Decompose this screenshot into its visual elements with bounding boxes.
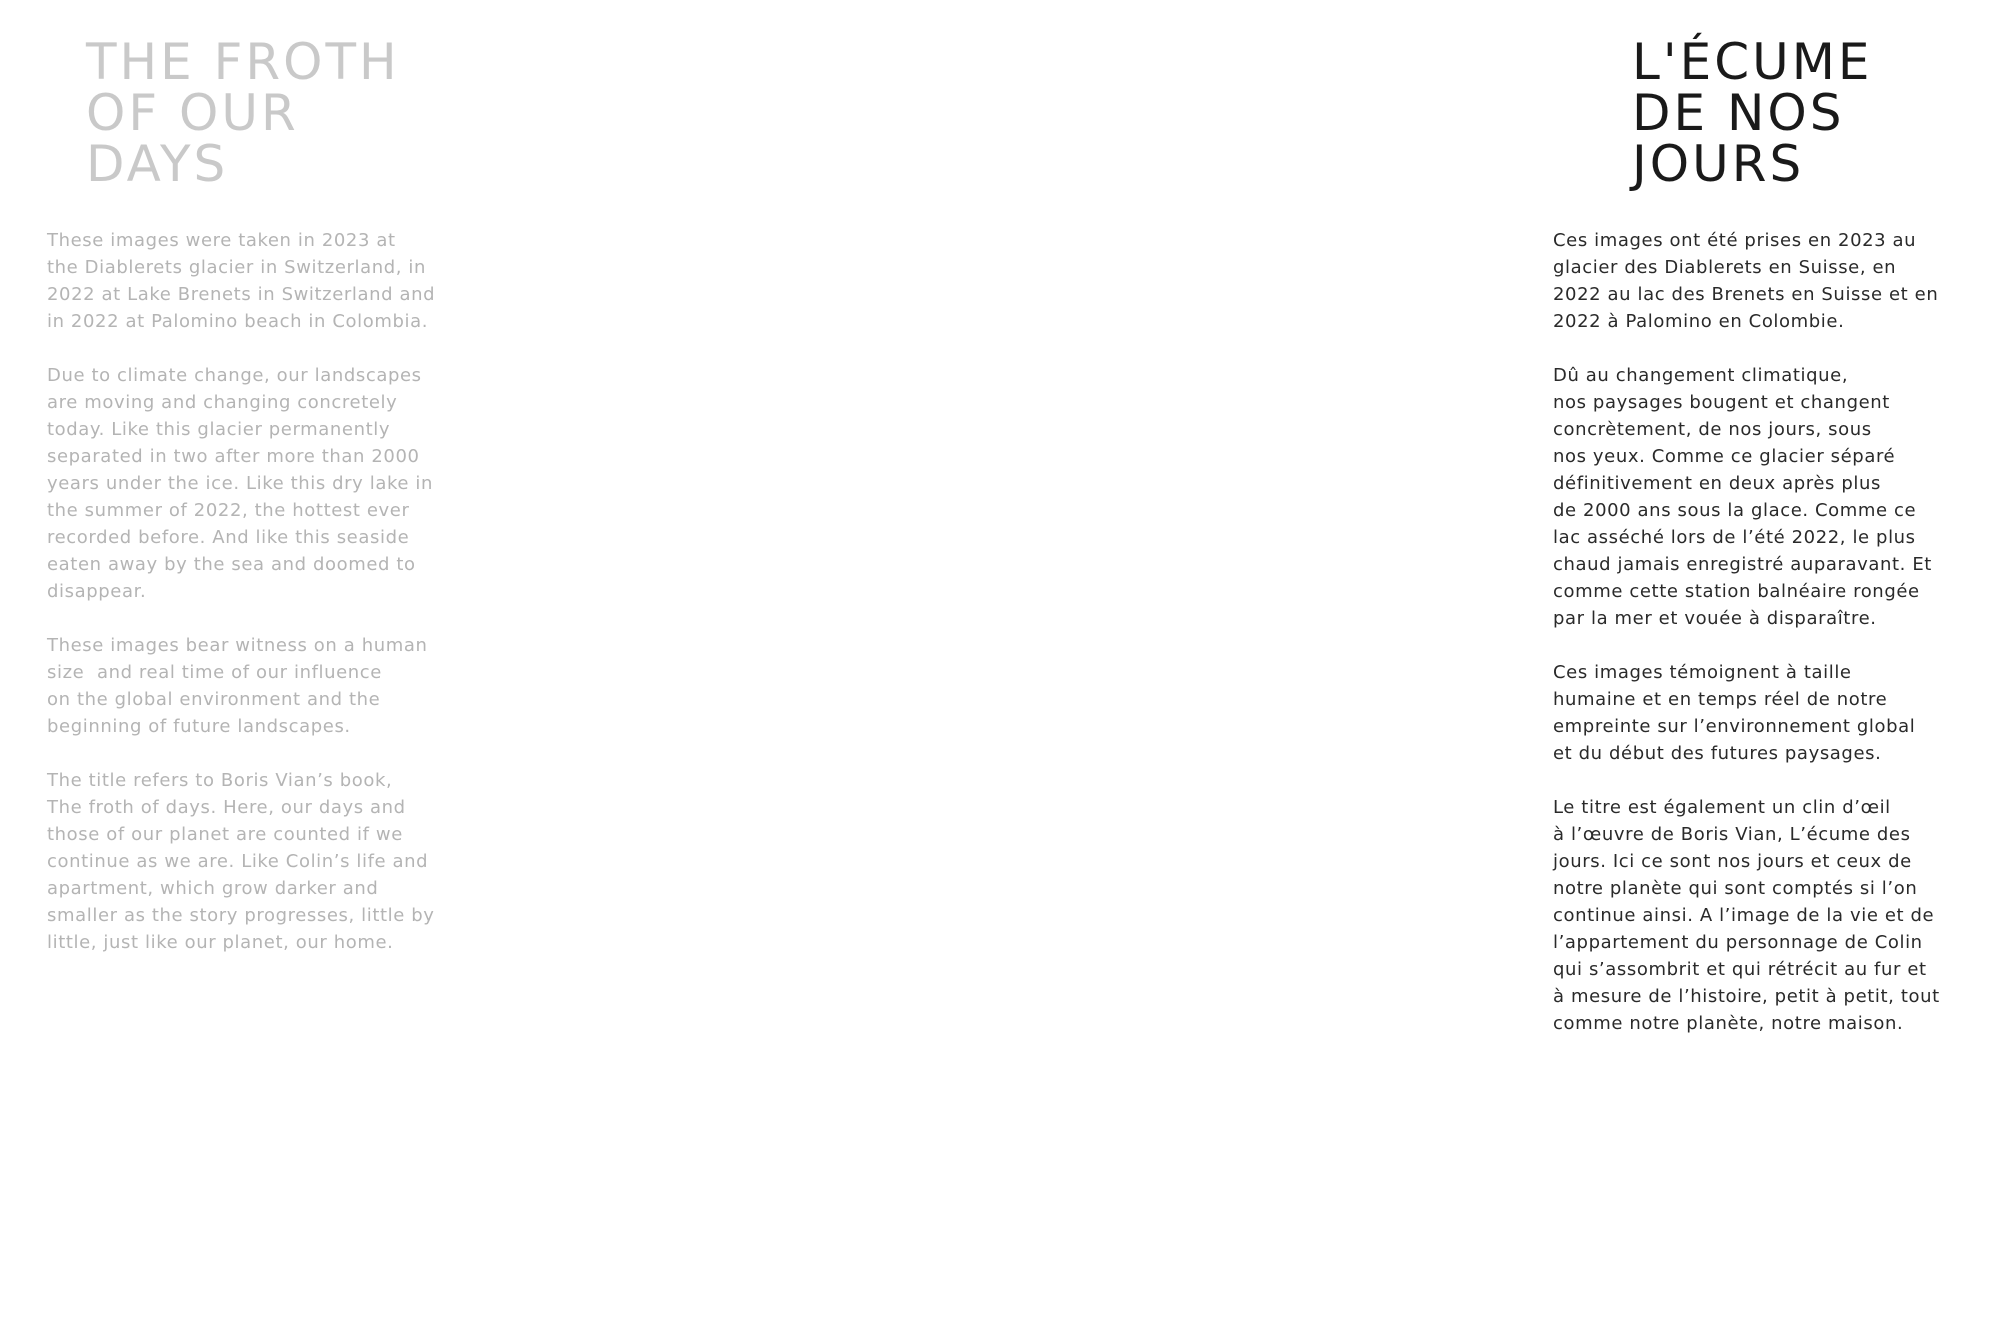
text-line: recorded before. And like this seaside	[47, 527, 410, 548]
text-line: disappear.	[47, 581, 147, 602]
text-line: notre planète qui sont comptés si l’on	[1553, 878, 1918, 899]
text-line: l’appartement du personnage de Colin	[1553, 932, 1923, 953]
french-paragraph-3	[1553, 659, 1993, 767]
text-line: The title refers to Boris Vian’s book,	[47, 770, 393, 791]
text-line: the Diablerets glacier in Switzerland, in	[47, 257, 427, 278]
text-line: nos paysages bougent et changent	[1553, 392, 1890, 413]
text-line: are moving and changing concretely	[47, 392, 398, 413]
text-line: continue ainsi. A l’image de la vie et de	[1553, 905, 1935, 926]
french-title-line: L'ÉCUME	[1632, 33, 1873, 91]
french-paragraph-2	[1553, 362, 1993, 632]
french-text-column	[1553, 227, 1993, 1064]
text-line: définitivement en deux après plus	[1553, 473, 1881, 494]
english-title	[86, 33, 400, 193]
english-paragraph-3	[47, 632, 487, 740]
text-line: par la mer et vouée à disparaître.	[1553, 608, 1877, 629]
text-line: eaten away by the sea and doomed to	[47, 554, 416, 575]
text-line: glacier des Diablerets en Suisse, en	[1553, 257, 1897, 278]
text-line: 2022 at Lake Brenets in Switzerland and	[47, 284, 436, 305]
text-line: Le titre est également un clin d’œil	[1553, 797, 1891, 818]
text-line: à l’œuvre de Boris Vian, L’écume des	[1553, 824, 1911, 845]
text-line: à mesure de l’histoire, petit à petit, tout	[1553, 986, 1940, 1007]
text-line: concrètement, de nos jours, sous	[1553, 419, 1872, 440]
text-line: little, just like our planet, our home.	[47, 932, 394, 953]
text-line: Dû au changement climatique,	[1553, 365, 1849, 386]
english-title-line: DAYS	[86, 135, 229, 193]
text-line: lac asséché lors de l’été 2022, le plus	[1553, 527, 1916, 548]
english-title-line: OF OUR	[86, 84, 299, 142]
text-line: on the global environment and the	[47, 689, 381, 710]
text-line: today. Like this glacier permanently	[47, 419, 391, 440]
french-title-line: JOURS	[1632, 135, 1805, 193]
french-title	[1632, 33, 1873, 193]
text-line: continue as we are. Like Colin’s life and	[47, 851, 429, 872]
text-line: These images were taken in 2023 at	[47, 230, 396, 251]
text-line: separated in two after more than 2000	[47, 446, 420, 467]
text-line: Ces images témoignent à taille	[1553, 662, 1852, 683]
text-line: humaine et en temps réel de notre	[1553, 689, 1888, 710]
text-line: the summer of 2022, the hottest ever	[47, 500, 410, 521]
text-line: Ces images ont été prises en 2023 au	[1553, 230, 1917, 251]
text-line: et du début des futures paysages.	[1553, 743, 1882, 764]
text-line: smaller as the story progresses, little by	[47, 905, 435, 926]
text-line: qui s’assombrit et qui rétrécit au fur et	[1553, 959, 1927, 980]
text-line: Due to climate change, our landscapes	[47, 365, 422, 386]
french-paragraph-4	[1553, 794, 1993, 1037]
text-line: jours. Ici ce sont nos jours et ceux de	[1553, 851, 1912, 872]
english-text-column	[47, 227, 487, 983]
text-line: chaud jamais enregistré auparavant. Et	[1553, 554, 1932, 575]
english-paragraph-2	[47, 362, 487, 605]
english-title-line: THE FROTH	[86, 33, 400, 91]
text-line: size and real time of our influence	[47, 662, 382, 683]
text-line: nos yeux. Comme ce glacier séparé	[1553, 446, 1896, 467]
text-line: in 2022 at Palomino beach in Colombia.	[47, 311, 429, 332]
text-line: comme cette station balnéaire rongée	[1553, 581, 1920, 602]
text-line: empreinte sur l’environnement global	[1553, 716, 1916, 737]
french-paragraph-1	[1553, 227, 1993, 335]
english-paragraph-4	[47, 767, 487, 956]
text-line: de 2000 ans sous la glace. Comme ce	[1553, 500, 1917, 521]
french-title-line: DE NOS	[1632, 84, 1845, 142]
text-line: The froth of days. Here, our days and	[47, 797, 406, 818]
text-line: years under the ice. Like this dry lake in	[47, 473, 433, 494]
text-line: those of our planet are counted if we	[47, 824, 403, 845]
english-paragraph-1	[47, 227, 487, 335]
text-line: These images bear witness on a human	[47, 635, 428, 656]
text-line: 2022 à Palomino en Colombie.	[1553, 311, 1845, 332]
text-line: beginning of future landscapes.	[47, 716, 351, 737]
text-line: apartment, which grow darker and	[47, 878, 379, 899]
text-line: 2022 au lac des Brenets en Suisse et en	[1553, 284, 1939, 305]
text-line: comme notre planète, notre maison.	[1553, 1013, 1904, 1034]
